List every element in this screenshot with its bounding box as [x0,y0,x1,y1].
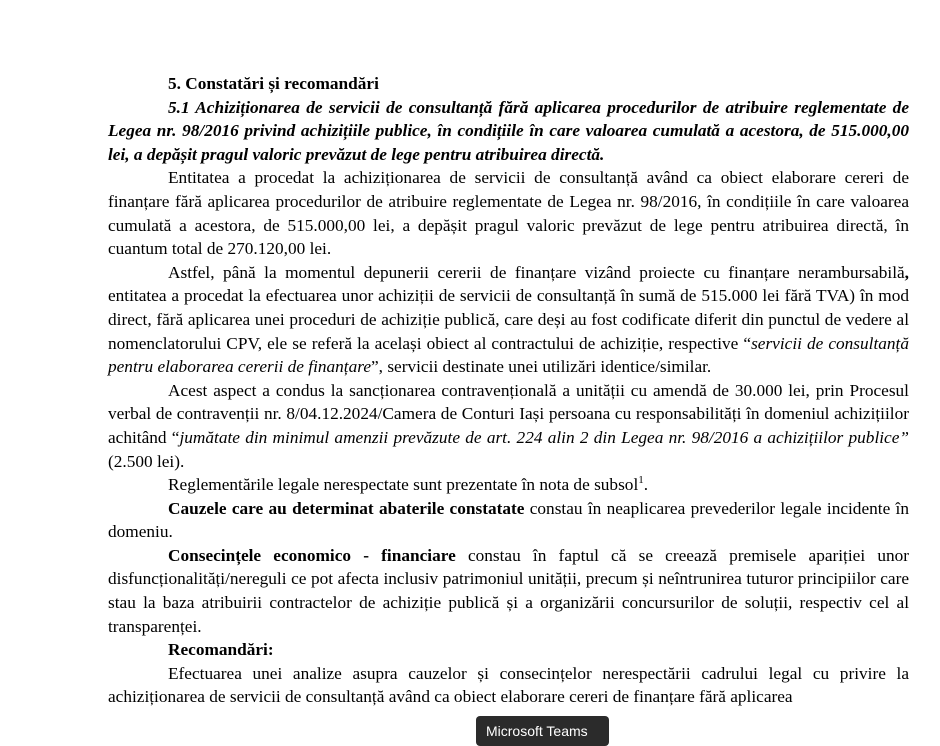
paragraph-recommendation: Efectuarea unei analize asupra cauzelor și consecințelor nerespectării cadrului legal cu privire la achiziționarea de servicii de consultanță având ca obiect elaborare cereri de finanțare fără aplicarea [108,663,909,707]
paragraph-2-part-b: entitatea a procedat la efectuarea unor achiziții de servicii de consultanță în sumă de 515.000 lei fără TVA) în mod direct, fără aplicarea unei proceduri de achiziție publică, care deși au fost codificate diferit din punctul de vedere al nomenclatorului CPV, ele se referă la același obiect al contractului de achiziție, respective “ [108,286,909,353]
paragraph-1: Entitatea a procedat la achiziționarea de servicii de consultanță având ca obiect elaborare cereri de finanțare fără aplicarea procedurilor de atribuire reglementate de Legea nr. 98/2016, în condițiile în care valoarea cumulată a acestora, de 515.000,00 lei, a depășit pragul valoric prevăzut de lege pentru atribuirea directă, în cuantum total de 270.120,00 lei. [108,168,909,259]
paragraph-causes [108,497,909,544]
paragraph-3 [108,379,909,473]
paragraph-3-part-a: Acest aspect a condus la sancționarea contravențională a unității cu amendă de 30.000 lei, prin Procesul verbal de contravenții nr. 8/04.12.2024/Camera de Conturi Iași persoana cu responsabilități în domeniul achizițiilor achitând “ [108,380,909,447]
footnote-reference[interactable]: 1 [638,474,644,487]
paragraph-4 [108,473,909,497]
document-page [108,72,909,709]
paragraph-2-comma: , [904,262,909,282]
consequences-heading: Consecințele economico - financiare [168,545,456,565]
paragraph-2-italic: servicii de consultanță pentru elaborarea cererii de finanțare [108,333,909,377]
consequences-text: constau în faptul că se creează premisele apariției unor disfuncționalități/nereguli ce pot afecta inclusiv patrimoniul unității, precum și neîntrunirea tuturor principiilor care stau la baza atribuirii contractelor de achiziție publică și a organizării concursurilor de soluții, respectiv cel al transparenței. [108,545,909,636]
section-title: 5. Constatări și recomandări [168,74,379,93]
causes-heading: Cauzele care au determinat abaterile constatate [168,498,525,518]
paragraph-2-part-c: ”, servicii destinate unei utilizări identice/similar. [371,357,712,377]
paragraph-2 [108,261,909,379]
paragraph-consequences [108,544,909,638]
paragraph-3-italic: jumătate din minimul amenzii prevăzute de art. 224 alin 2 din Legea nr. 98/2016 a achizițiilor publice” [179,427,909,447]
taskbar-tooltip: Microsoft Teams [476,716,609,746]
paragraph-3-part-b: (2.500 lei). [108,451,185,471]
paragraph-4-end: . [643,475,649,495]
causes-text: constau în neaplicarea prevederilor legale incidente în domeniu. [108,498,909,542]
paragraph-4-text: Reglementările legale nerespectate sunt prezentate în nota de subsol [168,475,639,495]
section-subtitle: 5.1 Achiziționarea de servicii de consultanță fără aplicarea procedurilor de atribuire reglementate de Legea nr. 98/2016 privind achizițiile publice, în condițiile în care valoarea cumulată a acestora, de 515.000,00 lei, a depășit pragul valoric prevăzut de lege pentru atribuirea directă. [108,97,909,164]
recommendations-title [108,638,909,662]
recommendations-title-text: Recomandări: [168,640,274,660]
paragraph-2-part-a: Astfel, până la momentul depunerii cererii de finanțare vizând proiecte cu finanțare nerambursabilă [168,262,905,282]
